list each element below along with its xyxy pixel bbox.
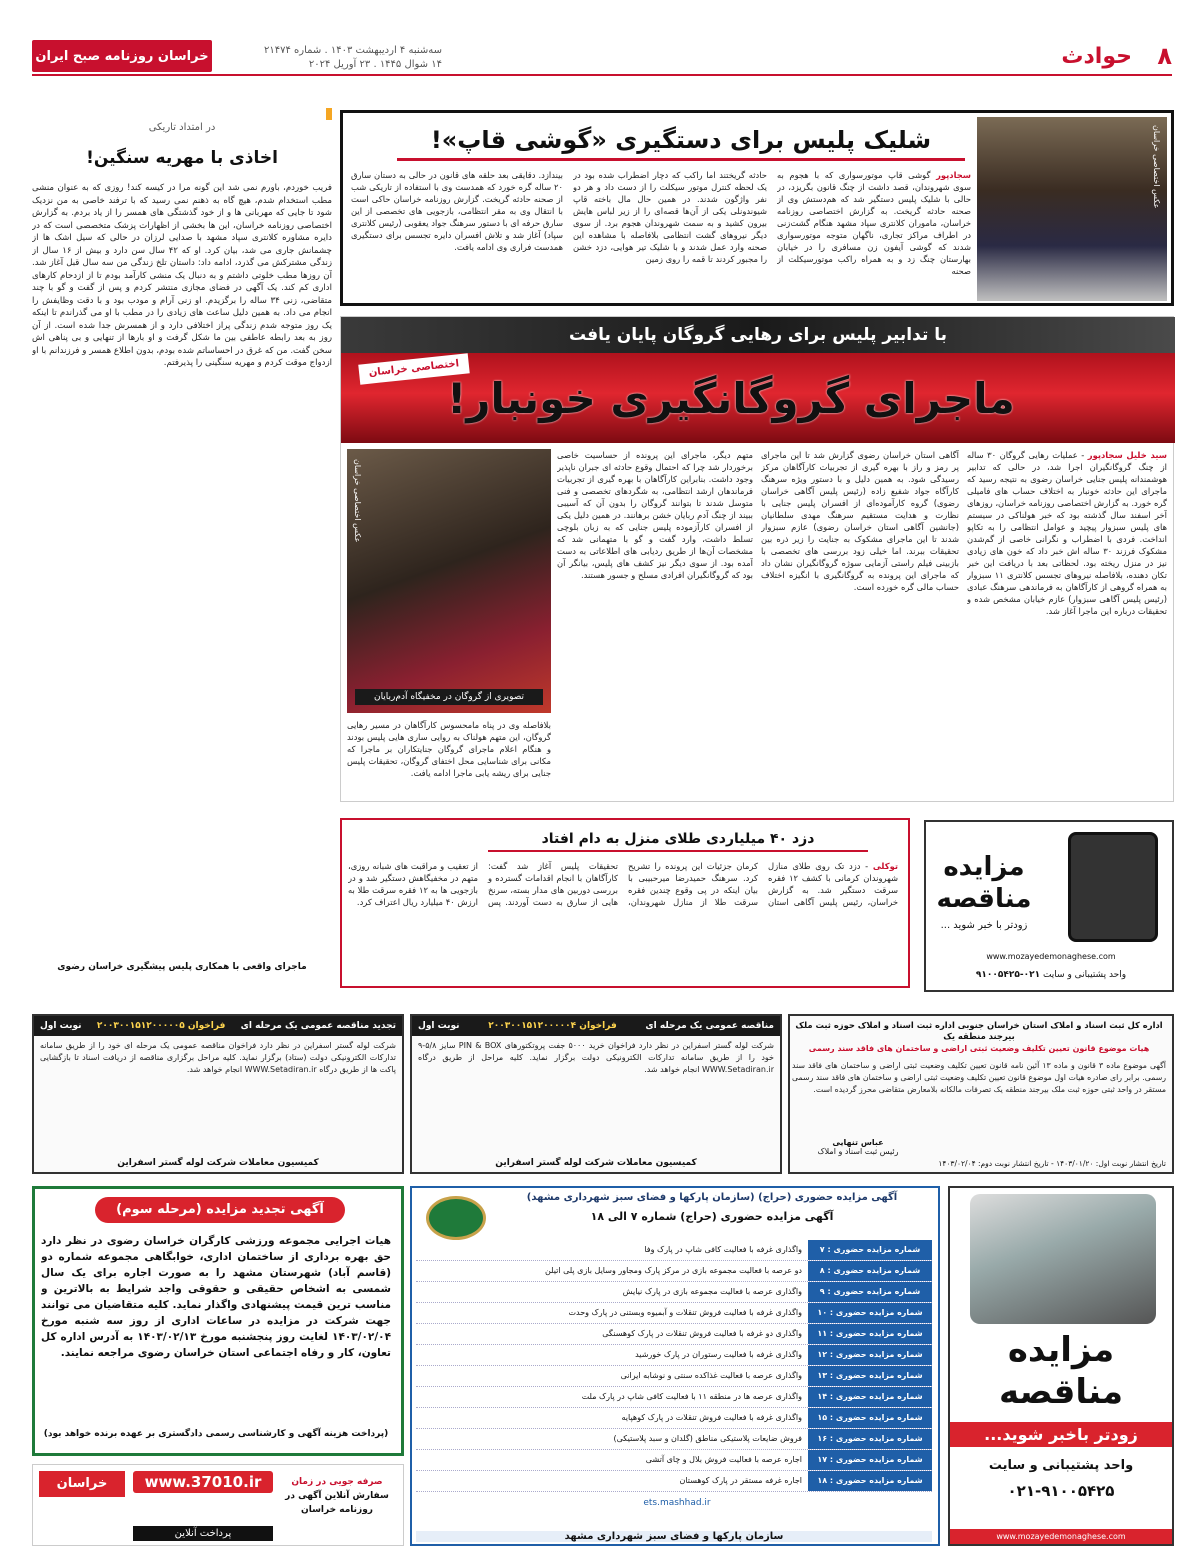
ad-tender2-body: شرکت لوله گستر اسفراین در نظر دارد فراخوان خرید ۵۰۰۰ جفت پروتکتورهای PIN & BOX سایز ۵/۸-۹ خود را از طریق سامانه تدارکات الکترونیکی دولت برگزار نماید. کلیه مراحل از طریق درگاه WWW.Setadiran.ir انجام خواهد شد.: [418, 1041, 774, 1074]
auction-description: اجاره عرصه با فعالیت فروش بلال و چای آتشی: [645, 1455, 802, 1464]
auction-number: شماره مزایده حضوری : ۱۷: [808, 1450, 932, 1470]
ad-workers-note: (پرداخت هزینه آگهی و کارشناسی رسمی دادگستری بر عهده برنده خواهد بود): [43, 1429, 389, 1439]
ad-workers-title: آگهی تجدید مزایده (مرحله سوم): [95, 1197, 345, 1223]
ad-tender1-code: فراخوان ۲۰۰۳۰۰۱۵۱۲۰۰۰۰۰۵: [96, 1021, 226, 1031]
sidebar-kicker: در امتداد تاریکی: [148, 122, 216, 133]
sidebar-title: اخاذی با مهریه سنگین!: [86, 148, 278, 168]
story1-col1-text: گوشی قاپ موتورسواری که با هجوم به سوی شهروندان، قصد داشت از چنگ قانون بگریزد، در حالی با شلیک پلیس دستگیر شد که هم‌دستش وی از صحنه حادثه گریخت. به گزارش اختصاصی روزنامه خراسان، ماموران کلانتری سپاد مشهد هنگام گشت‌زنی در اطراف مراکز تجاری، ناگهان متوجه موتورسواری شدند که گوشی آیفون زن مسافری را در خیابان بهارستان چنگ زد و به همراه راکب موتورسیکلت از صحنه: [777, 170, 971, 276]
ad-registry-signer-title: رئیس ثبت اسناد و املاک: [817, 1147, 899, 1156]
ad-mozayede-big[interactable]: [948, 1186, 1174, 1546]
ad-big-brand-line2: مناقصه: [998, 1372, 1124, 1412]
auction-number: شماره مزایده حضوری : ۱۱: [808, 1324, 932, 1344]
phone-mockup: [1068, 832, 1158, 942]
ad-tender1-footer: کمیسیون معاملات شرکت لوله گستر اسفراین: [117, 1158, 319, 1168]
sidebar-column: [32, 108, 332, 978]
ad-brand-line1: مزایده: [943, 852, 1025, 882]
ad-brand-line2: مناقصه: [936, 884, 1032, 914]
ad-tender2-header: [412, 1016, 780, 1036]
ad-khorasan-line3: روزنامه خراسان: [301, 1505, 373, 1515]
auction-number: شماره مزایده حضوری : ۱۴: [808, 1387, 932, 1407]
ad-phone-label: واحد پشتیبانی و سایت: [1042, 970, 1127, 980]
auction-description: واگذاری عرصه ها در منطقه ۱۱ با فعالیت کافی شاپ در پارک ملت: [581, 1392, 802, 1401]
story2-badge: اختصاصی خراسان: [358, 353, 469, 384]
ad-parks-footer: سازمان پارکها و فضای سبز شهرداری مشهد: [416, 1531, 932, 1542]
ad-registry-body: آگهی موضوع ماده ۳ قانون و ماده ۱۳ آئین نامه قانون تعیین تکلیف وضعیت ثبتی اراضی و ساختمان های فاقد سند رسمی. برابر رای صادره هیات اول موضوع قانون تعیین تکلیف وضعیت ثبتی اراضی و ساختمان های فاقد سند رسمی مستقر در واحد ثبتی حوزه ثبت ملک بیرجند منطقه یک تصرفات مالکانه بلامعارض متقاضی محرز گردیده است.: [792, 1061, 1166, 1094]
ad-registry-date: تاریخ انتشار نوبت اول: ۱۴۰۳/۰۱/۲۰ - تاریخ انتشار نوبت دوم: ۱۴۰۳/۰۲/۰۴: [938, 1159, 1166, 1168]
ad-tender2-footer: کمیسیون معاملات شرکت لوله گستر اسفراین: [495, 1158, 697, 1168]
story2-byline: سید خلیل سجادپور: [1087, 450, 1167, 460]
ad-tender1-round: نوبت اول: [40, 1021, 82, 1031]
auction-number: شماره مزایده حضوری : ۸: [808, 1261, 932, 1281]
auction-description: واگذاری غرفه با فعالیت فروش تنقلات در پارک کوهپایه: [621, 1413, 802, 1422]
auction-list-item: [416, 1450, 932, 1471]
auction-description: فروش ضایعات پلاستیکی مناطق (گلدان و سبد پلاستیکی): [613, 1434, 802, 1443]
auction-number: شماره مزایده حضوری : ۷: [808, 1240, 932, 1260]
hostage-photo-caption: تصویری از گروگان در مخفیگاه آدم‌ربایان: [355, 689, 543, 705]
story-gold-thief: [340, 818, 910, 988]
auction-list-item: [416, 1387, 932, 1408]
story1-byline: سجادپور: [936, 170, 971, 180]
auction-description: اجاره غرفه مستقر در پارک کوهستان: [679, 1476, 802, 1485]
ad-khorasan-online[interactable]: [32, 1464, 404, 1546]
ad-khorasan-line2: سفارش آنلاین آگهی در: [285, 1491, 389, 1501]
ad-khorasan-online: پرداخت آنلاین: [133, 1526, 273, 1541]
ad-khorasan-text: [277, 1475, 397, 1517]
story1-col3: بیندازد. دقایقی بعد حلقه های قانون در حالی به دستان سارق ۲۰ ساله گره خورد که همدست وی با استفاده از تاریکی شب از صحنه حادثه گریخت. گزارش روزنامه خراسان حاکی است با انتقال وی به مقر انتظامی، بازجویی های تخصصی از این سارق حرفه ای با دستور سرهنگ جواد یعقوبی (رئیس کلانتری سپاد) آغاز شد و تلاش افسران دایره تجسس برای دستگیری همدست فراری وی ادامه یافت.: [351, 170, 563, 252]
ad-auction-parks[interactable]: [410, 1186, 940, 1546]
auction-description: واگذاری غرفه با فعالیت کافی شاپ در پارک وفا: [644, 1245, 802, 1254]
auction-list-item: [416, 1303, 932, 1324]
auction-list-item: [416, 1345, 932, 1366]
ad-auction-workers[interactable]: [32, 1186, 404, 1456]
auction-list-item: [416, 1408, 932, 1429]
auction-description: دو عرصه با فعالیت مجموعه بازی در مرکز پارک ومجاور وسایل بازی پلی اتیلن: [544, 1266, 802, 1275]
ad-tender-2[interactable]: [410, 1014, 782, 1174]
auction-number: شماره مزایده حضوری : ۱۸: [808, 1471, 932, 1491]
ad-tender1-header: [34, 1016, 402, 1036]
ad-khorasan-url[interactable]: www.37010.ir: [133, 1471, 273, 1493]
story2-col1-text: - عملیات رهایی گروگان ۳۰ ساله از چنگ گروگانگیران اجرا شد، در حالی که تدابیر هوشمندانه پلیس جنایی خراسان رضوی به نتیجه رسید که ماجرای این حادثه خونبار به اختلاف حساب های فامیلی گره خورد. به گزارش اختصاصی روزنامه خراسان، روزهای آخر اسفند سال گذشته بود که خبر هولناکی در سیستم های پلیس سبزوار پیچید و عوامل انتظامی را به تکاپو انداخت. فردی با اضطراب و نگرانی خاصی از گم‌شدن مشکوک فرزند ۳۰ ساله اش خبر داد که خون های زیادی نیز در منزل ریخته بود. لحظاتی بعد با دریافت این خبر تکان دهنده، بلافاصله نیروهای تجسس کلانتری ۱۱ سبزوار به همراه گروهی از کارآگاهان به فرماندهی سرهنگ عبادی (رئیس پلیس آگاهی سبزوار) عازم خیابان مشخص شده و تحقیقات درباره این ماجرا آغاز شد.: [967, 450, 1167, 616]
ad-registry-subtitle: هیات موضوع قانون تعیین تکلیف وضعیت ثبتی اراضی و ساختمان های فاقد سند رسمی: [808, 1044, 1150, 1053]
auction-description: واگذاری عرصه با فعالیت مجموعه بازی در پارک نیایش: [622, 1287, 802, 1296]
story2-col3: متهم دیگر، ماجرای این پرونده از حساسیت خاصی برخوردار شد چرا که احتمال وقوع حادثه ای جبران ناپذیر وجود داشت. بنابراین کارآگاهان با بهره گیری از تجربیات فرماندهان ارشد انتظامی، به شگردهای تخصصی و فنی متوسل شدند تا بتوانند گروگان را بدون آن که آسیبی ببیند از چنگ آدم ربایان خشن برهانند. در همین دلیل یکی از افسران کارآزموده پلیس جنایی که به زبان بلوچی تسلط داشت، وارد گفت و گو با متهمانی شد که مشخصات آن‌ها از طریق ردیابی های اطلاعاتی به دست آمده بود. از سوی دیگر نیز کشف های پلیس، بیانگر آن بود که گروگانگیران افرادی مسلح و جسور هستند.: [557, 450, 753, 580]
ad-registry-signer: عباس تنهایی: [832, 1138, 884, 1147]
ad-tender1-title: تجدید مناقصه عمومی یک مرحله ای: [240, 1021, 396, 1031]
ad-tender2-code: فراخوان ۲۰۰۳۰۰۱۵۱۲۰۰۰۰۰۴: [488, 1021, 617, 1031]
auction-description: واگذاری غرفه با فعالیت رستوران در پارک خورشید: [635, 1350, 802, 1359]
suspect-photo: [977, 117, 1167, 301]
ad-big-phone: ۰۲۱-۹۱۰۰۵۴۲۵: [1007, 1482, 1115, 1500]
auction-description: واگذاری دو غرفه با فعالیت فروش تنقلات در پارک کوهسنگی: [602, 1329, 802, 1338]
auction-description: واگذاری عرصه با فعالیت غذاکده سنتی و نوشابه ایرانی: [620, 1371, 802, 1380]
photo-credit: عکس اختصاصی خراسان: [1152, 125, 1161, 209]
story2-kicker-band: [341, 317, 1175, 353]
ad-parks-subtitle: آگهی مزایده حضوری (حراج) شماره ۷ الی ۱۸: [590, 1210, 834, 1223]
story2-title: ماجرای گروگانگیری خونبار!: [447, 374, 1015, 423]
ad-parks-title: آگهی مزایده حضوری (حراج) (سازمان پارکها و فضای سبز شهرداری مشهد): [526, 1192, 898, 1203]
ad-tender2-round: نوبت اول: [418, 1021, 460, 1031]
ad-registry[interactable]: [788, 1014, 1174, 1174]
story3-text: - دزد تک روی طلای منازل شهروندان کرمانی با کشف ۱۲ فقره سرقت دستگیر شد. به گزارش خراسان، رئیس پلیس آگاهی استان کرمان جزئیات این پرونده را تشریح کرد. سرهنگ حمیدرضا میرحبیبی با بیان اینکه در پی وقوع چندین فقره سرقت طلا از منازل شهروندان، تحقیقات پلیس آغاز شد گفت: کارآگاهان با انجام اقدامات گسترده و بررسی دوربین های مدار بسته، سرنخ هایی از سارق به دست آوردند. پس از تعقیب و مراقبت های شبانه روزی، متهم در مخفیگاهش دستگیر شد و در بازجویی ها به ۱۲ فقره سرقت طلا به ارزش ۴۰ میلیارد ریال اعتراف کرد.: [348, 861, 898, 907]
story1-title: شلیک پلیس برای دستگیری «گوشی قاپ»!: [397, 119, 965, 161]
story2-kicker: با تدابیر پلیس برای رهایی گروگان پایان یافت: [568, 325, 948, 345]
auction-number: شماره مزایده حضوری : ۱۰: [808, 1303, 932, 1323]
ad-khorasan-logo: خراسان: [39, 1471, 125, 1497]
ad-tender2-title: مناقصه عمومی یک مرحله ای: [645, 1021, 774, 1031]
ad-tender-1[interactable]: [32, 1014, 404, 1174]
auction-number: شماره مزایده حضوری : ۱۲: [808, 1345, 932, 1365]
page-number: ۸: [1157, 42, 1172, 70]
sidebar-body: فریب خوردم، باورم نمی شد این گونه مرا در کیسه کند! روزی که به عنوان منشی مطب استخدام شدم، هیچ گاه به ذهنم نمی رسید که با ترفند خاصی به من نزدیک شود تا جایی که مهربانی ها و از خود گذشتگی های همسر را از یاد بردم. به گزارش اختصاصی روزنامه خراسان، این ها بخشی از اظهارات پزشک متخصصی است که در دایره مشاوره کلانتری سپاد مشهد با صدایی لرزان در حالی که سیل اشک ها از چشمانش جاری می شد، بیان کرد. او که ۴۲ سال سن دارد و بیش از ۱۶ سال از زندگی مشترکش می گذرد، ادامه داد: داستان تلخ زندگی من سه سال قبل آغاز شد. آن روزها مطب خلوتی داشتم و به دنبال یک منشی کارآمد بودم تا از ازدحام کارهای اداری کم کند. یک آگهی در فضای مجازی منتشر کردم و پس از گفت و گو با چند متقاضی، زنی ۳۴ ساله را برگزیدم. او زنی آرام و مودب بود و با دقت وظایفش را انجام می داد. به همین دلیل ساعت های زیادی را در مطب با او می گذراندم تا اینکه یک روز متوجه شدم زندگی پراز اختلافی دارد و از همسرش جدا شده است. از آن روز به بعد رابطه عاطفی بین ما شکل گرفت و او بارها از تنهایی و بی پناهی اش سخن گفت. من که غرق در احساساتم شده بودم، بدون اطلاع همسر و فرزندانم با او ازدواج موقت کردم و مهریه سنگینی را پذیرفتم.: [32, 183, 332, 368]
auction-list-item: [416, 1282, 932, 1303]
hostage-photo-credit: عکس اختصاصی خراسان: [353, 459, 362, 543]
story2-title-band: [341, 353, 1175, 443]
story3-body: [348, 860, 898, 982]
ad-website[interactable]: www.mozayedemonaghese.com: [986, 952, 1116, 961]
story-hostage: [340, 316, 1174, 802]
section-title: حوادث: [1061, 44, 1132, 69]
sidebar-footer: ماجرای واقعی با همکاری پلیس پیشگیری خراسان رضوی: [57, 962, 307, 972]
auction-list-item: [416, 1429, 932, 1450]
hostage-photo: [347, 449, 551, 713]
ad-tagline: زودتر با خبر شوید ...: [940, 920, 1028, 931]
story2-col1: [967, 449, 1167, 797]
auction-list-item: [416, 1471, 932, 1492]
date-line-1: سه‌شنبه ۴ اردیبهشت ۱۴۰۳ . شماره ۲۱۴۷۴: [264, 45, 442, 56]
story1-col2: حادثه گریختند اما راکب که دچار اضطراب شده بود در یک لحظه کنترل موتور سیکلت را از دست داد و هر دو نفر واژگون شدند. در همین حال مال باخته قاپ شیوندونلی یکی از آن‌ها قصه‌ای را از زیر لباس هایش بیرون کشید و به سمت شهروندان هجوم برد. از سوی دیگر نیروهای گشت انتظامی بلافاصله با مشاهده این صحنه وارد عمل شدند و با شلیک تیر هوایی، دزد خشن را مجبور کردند تا قمه را روی زمین: [573, 170, 767, 264]
ad-registry-signature: [798, 1138, 918, 1156]
story3-byline: توکلی: [872, 861, 898, 871]
parks-logo-icon: [426, 1196, 486, 1240]
story2-bottom: بلافاصله وی در پناه مامحسوس کارآگاهان در مسیر رهایی گروگان، این متهم هولناک به روایی ساری هایی پلیس بودند و هنگام اعلام ماجرای گروگان جنایتکاران بر ماجرا که مکانی برای شناسایی محل اختفای گروگان، تحقیقات پلیس جنایی برای ریشه یابی ماجرا ادامه یافت.: [347, 720, 551, 778]
ad-registry-title: اداره کل ثبت اسناد و املاک استان خراسان جنوبی اداره ثبت اسناد و املاک حوزه ثبت ملک بیرجند منطقه یک: [795, 1020, 1163, 1041]
story2-col2: آگاهی استان خراسان رضوی گزارش شد تا این ماجرای پر رمز و راز با بهره گیری از تجربیات کارآگاهان مرکز رسیدگی شود. به همین دلیل و با دستور ویژه سرهنگ کارآگاه جواد شفیع زاده (رئیس پلیس آگاهی خراسان رضوی) گروه کارآموده‌ای از افسران پلیس جنایی با نظارت و هدایت مستقیم سرهنگ مهدی سلطانیان (جانشین آگاهی استان خراسان رضوی) عازم سبزوار شدند تا این ماجرای مشکوک به جنایت را زیر ذره بین تحقیقات ببرند. اما خیلی زود بررسی های تخصصی با بازبینی فیلم راستی آزمایی سوژه گروگانگیران نشان داد که ماجرای این پرونده به گروگانگیری با انگیزه اختلاف حساب مالی گره خورده است.: [761, 450, 959, 592]
phone-mockup-big: [970, 1194, 1156, 1324]
ad-big-phone-label: واحد پشتیبانی و سایت: [988, 1458, 1134, 1473]
auction-number: شماره مزایده حضوری : ۱۶: [808, 1429, 932, 1449]
ad-tender1-body: شرکت لوله گستر اسفراین در نظر دارد فراخوان مناقصه عمومی یک مرحله ای خود را از طریق سامانه تدارکات الکترونیکی دولت (ستاد) برگزار نماید. کلیه مراحل برگزاری مناقصه از دریافت اسناد تا بازگشایی پاکت ها از طریق درگاه WWW.Setadiran.ir انجام خواهد شد.: [40, 1041, 396, 1074]
auction-number: شماره مزایده حضوری : ۱۵: [808, 1408, 932, 1428]
auction-list-item: [416, 1261, 932, 1282]
ad-mozayede-small[interactable]: [924, 820, 1174, 992]
auction-number: شماره مزایده حضوری : ۱۳: [808, 1366, 932, 1386]
newspaper-logo: خراسان روزنامه صبح ایران: [32, 40, 212, 72]
date-line: [222, 44, 442, 72]
ad-parks-website[interactable]: ets.mashhad.ir: [643, 1498, 711, 1508]
story3-title: دزد ۴۰ میلیاردی طلای منزل به دام افتاد: [488, 826, 868, 852]
ad-parks-list: [416, 1240, 932, 1492]
auction-list-item: [416, 1240, 932, 1261]
story1-col1: [777, 169, 971, 301]
ad-big-website[interactable]: www.mozayedemonaghese.com: [950, 1529, 1172, 1544]
sidebar-accent: [32, 108, 332, 120]
auction-list-item: [416, 1366, 932, 1387]
page-header: [32, 38, 1172, 76]
auction-description: واگذاری غرفه با فعالیت فروش تنقلات و آبمیوه وبستنی در پارک وحدت: [568, 1308, 802, 1317]
ad-big-brand-line1: مزایده: [1007, 1330, 1115, 1370]
ad-workers-body: هیات اجرایی مجموعه ورزشی کارگران خراسان رضوی در نظر دارد حق بهره برداری از ساختمان اداری، خوابگاهی مجموعه شماره دو (قاسم آباد) شهرستان مشهد را به صورت اجاره برای یک سال شمسی به اشخاص حقیقی و حقوقی واجد شرایط به بالاترین و مناسب ترین قیمت پیشنهادی واگذار نماید. کلیه متقاضیان می توانند جهت شرکت در مزایده در ساعات اداری از روز سه شنبه مورخ ۱۴۰۳/۰۲/۰۴ لغایت روز پنجشنبه مورخ ۱۴۰۳/۰۲/۱۳ به آدرس اداره کل تعاون، کار و رفاه اجتماعی استان خراسان رضوی مراجعه نمایند.: [41, 1235, 391, 1359]
ad-khorasan-line1: صرفه جویی در زمان: [291, 1477, 383, 1487]
auction-number: شماره مزایده حضوری : ۹: [808, 1282, 932, 1302]
ad-phone: [932, 970, 1170, 980]
date-line-2: ۱۴ شوال ۱۴۴۵ . ۲۳ آوریل ۲۰۲۴: [308, 59, 442, 70]
ad-big-tagline: زودتر باخبر شوید...: [950, 1422, 1172, 1447]
auction-list-item: [416, 1324, 932, 1345]
story-phone-snatcher: [340, 110, 1174, 306]
ad-phone-number: ۰۲۱-۹۱۰۰۵۴۲۵: [975, 970, 1041, 980]
